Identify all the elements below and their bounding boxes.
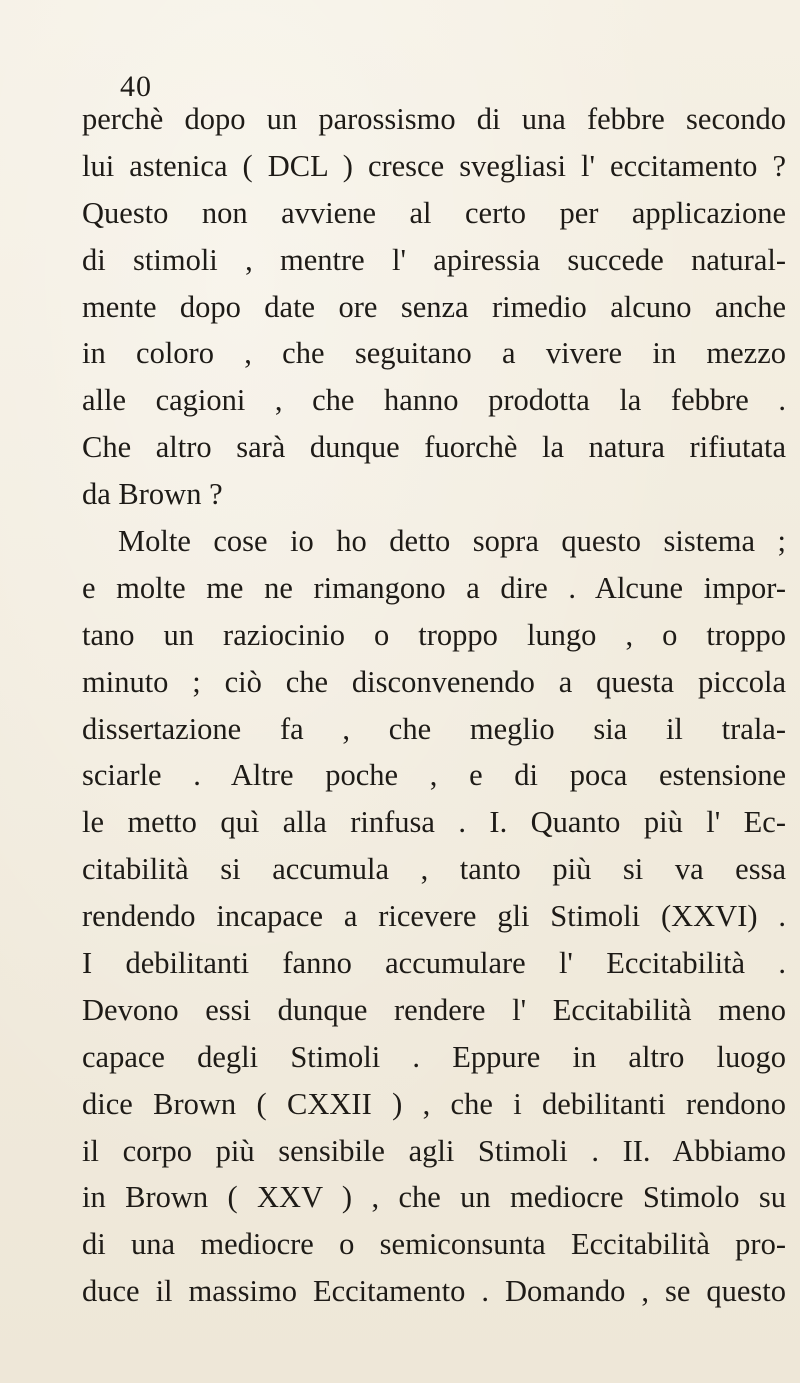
text-line: minuto ; ciò che disconvenendo a questa piccola xyxy=(82,664,786,699)
text-line: Questo non avviene al certo per applicazione xyxy=(82,195,786,230)
text-line: di una mediocre o semiconsunta Eccitabilità pro- xyxy=(82,1227,786,1262)
text-line: citabilità si accumula , tanto più si va essa xyxy=(82,852,786,887)
text-line: rendendo incapace a ricevere gli Stimoli (XXVI) . xyxy=(82,899,786,934)
text-line: dissertazione fa , che meglio sia il trala- xyxy=(82,711,786,746)
text-line: perchè dopo un parossismo di una febbre secondo xyxy=(82,102,786,136)
text-line: il corpo più sensibile agli Stimoli . II. Abbiamo xyxy=(82,1133,786,1168)
text-line: dice Brown ( CXXII ) , che i debilitanti rendono xyxy=(82,1086,786,1121)
text-line: le metto quì alla rinfusa . I. Quanto più l' Ec- xyxy=(82,805,786,840)
text-line: sciarle . Altre poche , e di poca estensione xyxy=(82,758,786,793)
paragraph-end-line: da Brown ? xyxy=(82,477,223,512)
text-line: Che altro sarà dunque fuorchè la natura rifiutata xyxy=(82,430,786,465)
text-line: in coloro , che seguitano a vivere in mezzo xyxy=(82,336,786,371)
text-line: capace degli Stimoli . Eppure in altro luogo xyxy=(82,1039,786,1074)
text-line: mente dopo date ore senza rimedio alcuno anche xyxy=(82,289,786,324)
text-line: Devono essi dunque rendere l' Eccitabilità meno xyxy=(82,992,786,1027)
text-line: lui astenica ( DCL ) cresce svegliasi l' eccitamento ? xyxy=(82,148,786,183)
text-line: tano un raziocinio o troppo lungo , o troppo xyxy=(82,617,786,652)
text-line: e molte me ne rimangono a dire . Alcune impor- xyxy=(82,570,786,605)
text-line: I debilitanti fanno accumulare l' Eccitabilità . xyxy=(82,946,786,981)
text-line: di stimoli , mentre l' apiressia succede natural- xyxy=(82,242,786,277)
text-line: duce il massimo Eccitamento . Domando , se questo xyxy=(82,1274,786,1309)
page-body-text xyxy=(82,96,786,1315)
text-line: in Brown ( XXV ) , che un mediocre Stimolo su xyxy=(82,1180,786,1215)
text-line: alle cagioni , che hanno prodotta la febbre . xyxy=(82,383,786,418)
page-number: 40 xyxy=(120,70,152,103)
paragraph-start-line: Molte cose io ho detto sopra questo sistema ; xyxy=(118,524,786,559)
